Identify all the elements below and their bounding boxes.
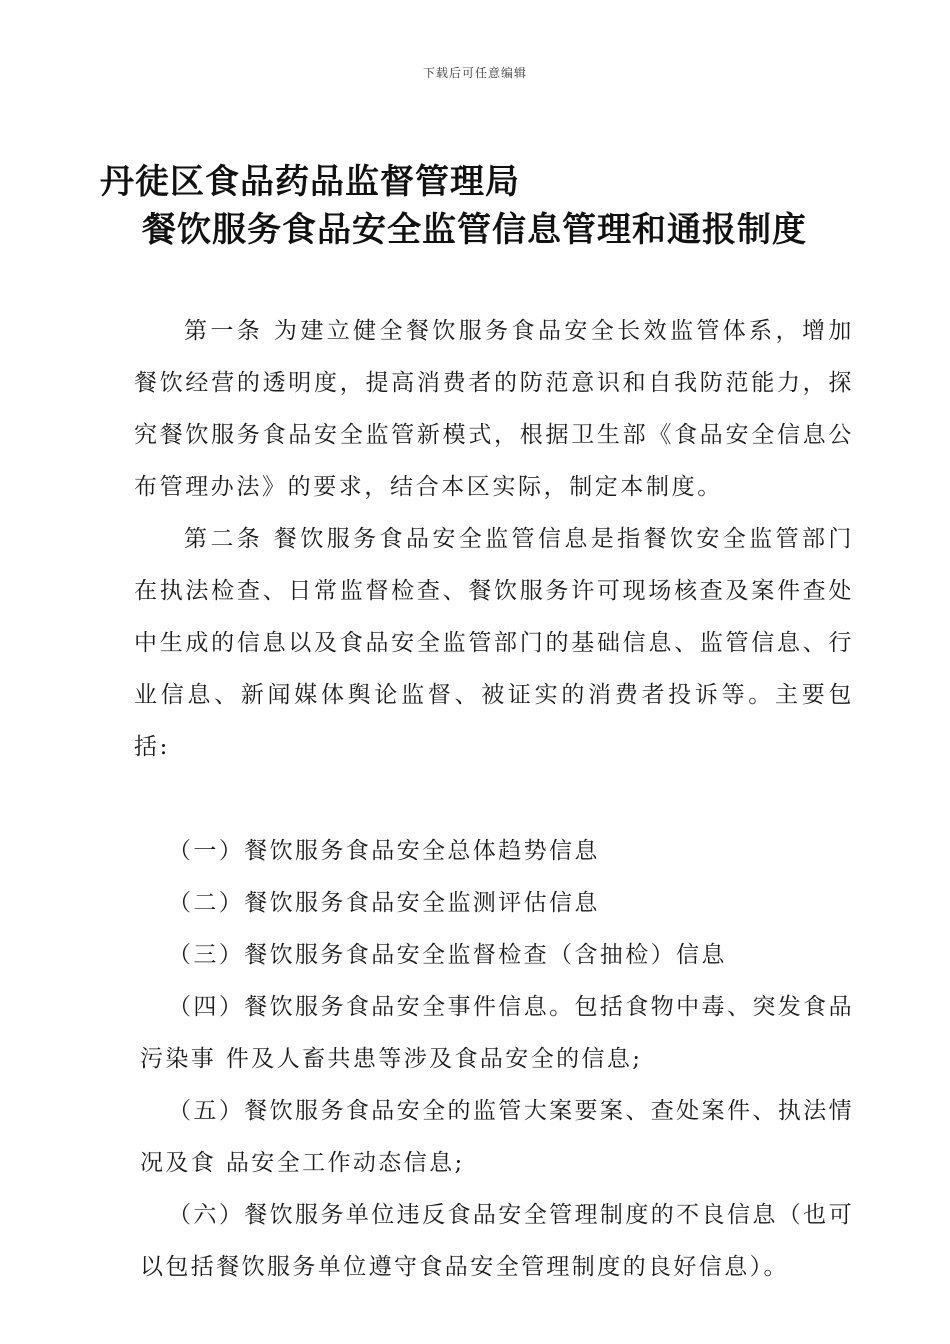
- document-title-line-2: 餐饮服务食品安全监管信息管理和通报制度: [142, 210, 807, 250]
- list-item-4: （四）餐饮服务食品安全事件信息。包括食物中毒、突发食品污染事 件及人畜共患等涉及食品安全的信息;: [140, 994, 854, 1072]
- list-item-2: （二）餐饮服务食品安全监测评估信息: [168, 890, 600, 916]
- list-item-1: （一）餐饮服务食品安全总体趋势信息: [168, 838, 600, 864]
- document-title-line-1: 丹徒区食品药品监督管理局: [100, 162, 520, 202]
- list-item-6: （六）餐饮服务单位违反食品安全管理制度的不良信息（也可以包括餐饮服务单位遵守食品安全管理制度的良好信息）。: [140, 1202, 854, 1280]
- list-item-3: （三）餐饮服务食品安全监督检查（含抽检）信息: [168, 942, 727, 968]
- article-1-paragraph: 第一条 为建立健全餐饮服务食品安全长效监管体系，增加餐饮经营的透明度，提高消费者的防范意识和自我防范能力，探究餐饮服务食品安全监管新模式，根据卫生部《食品安全信息公布管理办法》的要求，结合本区实际，制定本制度。: [134, 318, 854, 500]
- article-2-paragraph: 第二条 餐饮服务食品安全监管信息是指餐饮安全监管部门在执法检查、日常监督检查、餐饮服务许可现场核查及案件查处中生成的信息以及食品安全监管部门的基础信息、监管信息、行业信息、新闻媒体舆论监督、被证实的消费者投诉等。主要包括:: [134, 526, 854, 760]
- paragraph-spacer: [134, 773, 854, 825]
- page-header-note: 下载后可任意编辑: [422, 66, 527, 80]
- document-body: [134, 305, 854, 1293]
- list-item-5: （五）餐饮服务食品安全的监管大案要案、查处案件、执法情况及食 品安全工作动态信息;: [140, 1098, 854, 1176]
